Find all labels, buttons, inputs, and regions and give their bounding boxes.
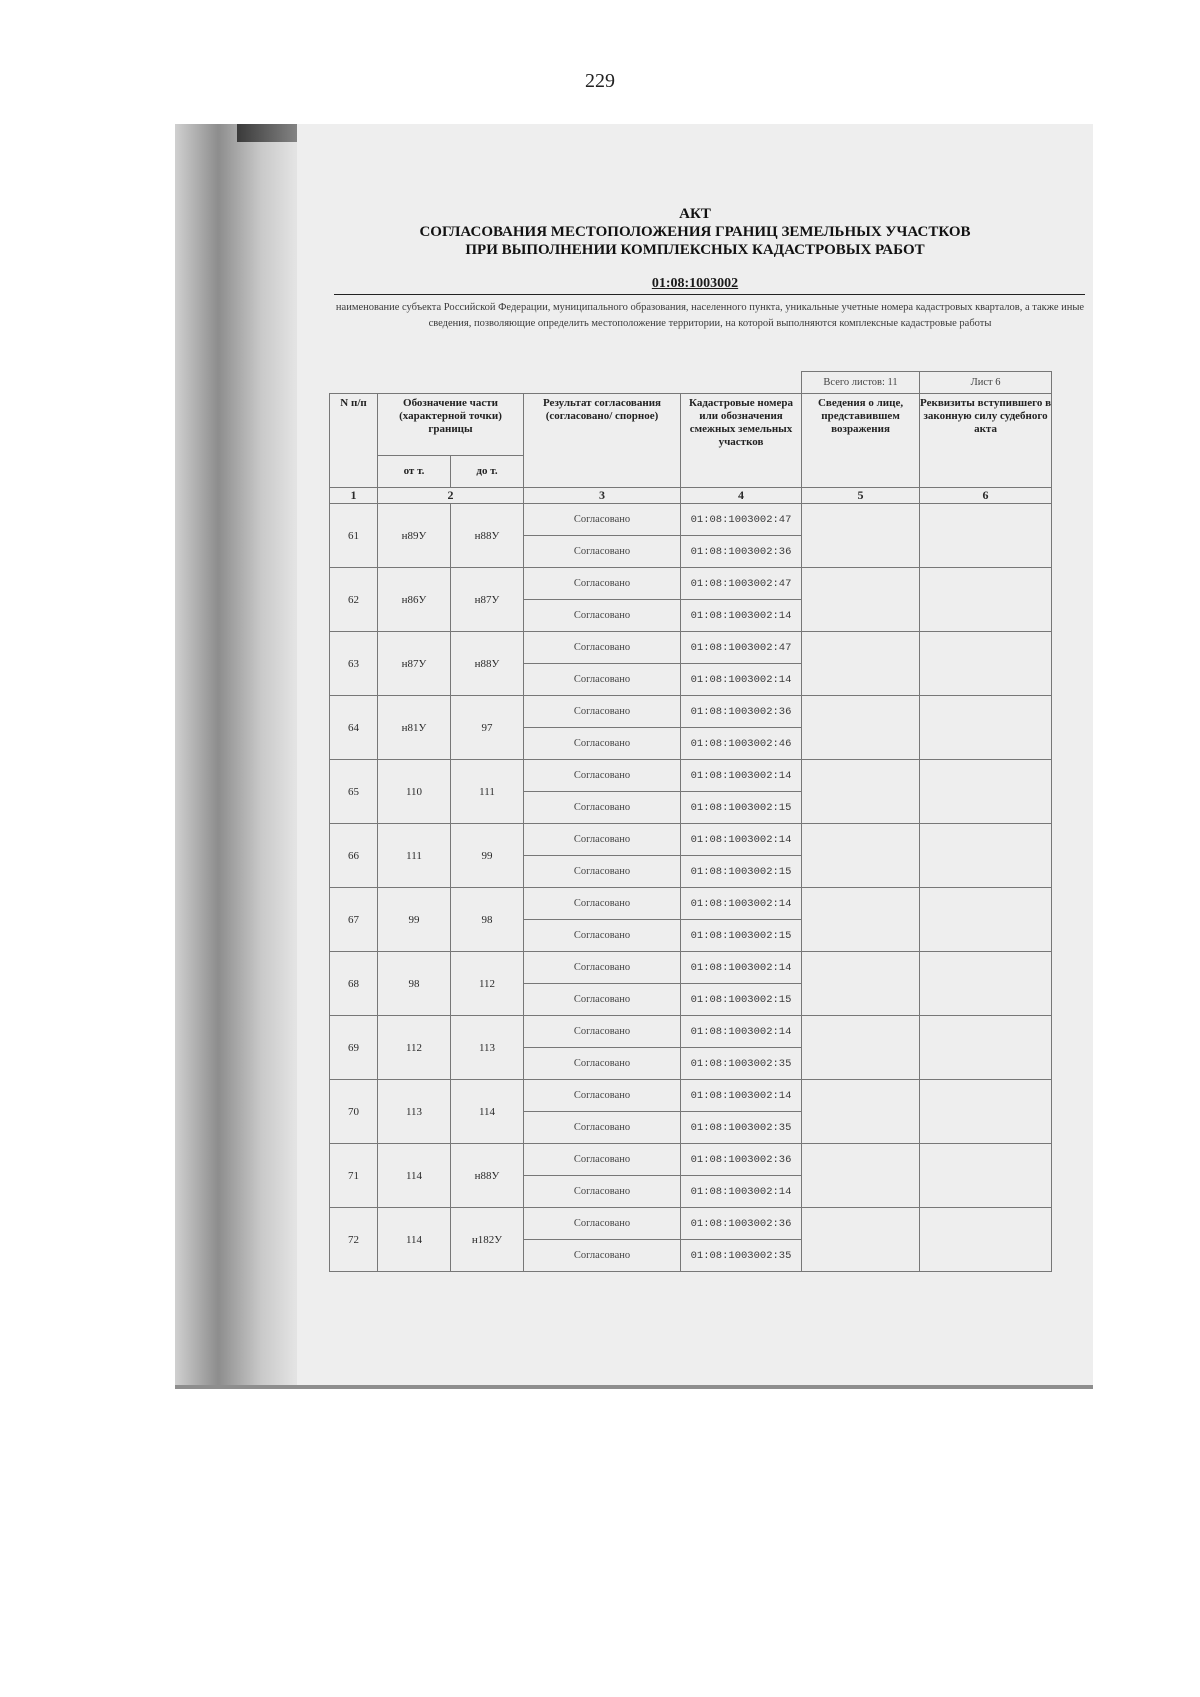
- table-row: [330, 760, 1052, 792]
- header-court-act: Реквизиты вступившего в законную силу судебного акта: [920, 394, 1052, 488]
- table-row: [330, 504, 1052, 536]
- column-number: 3: [524, 488, 681, 504]
- court-act-cell: [920, 824, 1052, 888]
- to-point: 99: [451, 824, 524, 888]
- row-number: 72: [330, 1208, 378, 1272]
- cadastral-number: 01:08:1003002:36: [681, 1144, 802, 1176]
- scanned-page: [175, 124, 1093, 1389]
- row-number: 62: [330, 568, 378, 632]
- to-point: 112: [451, 952, 524, 1016]
- to-point: 111: [451, 760, 524, 824]
- table-row: [330, 888, 1052, 920]
- row-number: 67: [330, 888, 378, 952]
- objector-info-cell: [802, 824, 920, 888]
- column-number: 2: [378, 488, 524, 504]
- table-row: [330, 632, 1052, 664]
- court-act-cell: [920, 1208, 1052, 1272]
- table-row: [330, 1208, 1052, 1240]
- cadastral-number: 01:08:1003002:14: [681, 1016, 802, 1048]
- court-act-cell: [920, 568, 1052, 632]
- to-point: н182У: [451, 1208, 524, 1272]
- table-row: [330, 696, 1052, 728]
- agreement-result: Согласовано: [524, 1112, 681, 1144]
- court-act-cell: [920, 696, 1052, 760]
- cadastral-number: 01:08:1003002:15: [681, 920, 802, 952]
- agreement-result: Согласовано: [524, 888, 681, 920]
- territory-description: наименование субъекта Российской Федерации, муниципального образования, населенного пункта, уникальные учетные номера кадастровых кварталов, а также иные сведения, позволяющие определить местоположение территории, на которой выполняются комплексные кадастровые работы: [335, 302, 1085, 329]
- to-point: н88У: [451, 632, 524, 696]
- header-agreement-result: Результат согласования (согласовано/ спорное): [524, 394, 681, 488]
- from-point: н81У: [378, 696, 451, 760]
- agreement-result: Согласовано: [524, 632, 681, 664]
- document-subtitle-line1: СОГЛАСОВАНИЯ МЕСТОПОЛОЖЕНИЯ ГРАНИЦ ЗЕМЕЛЬНЫХ УЧАСТКОВ: [419, 224, 971, 240]
- cadastral-number: 01:08:1003002:14: [681, 600, 802, 632]
- column-number: 5: [802, 488, 920, 504]
- cadastral-number: 01:08:1003002:15: [681, 856, 802, 888]
- from-point: н86У: [378, 568, 451, 632]
- from-point: 112: [378, 1016, 451, 1080]
- cadastral-number: 01:08:1003002:47: [681, 504, 802, 536]
- row-number: 61: [330, 504, 378, 568]
- column-number: 6: [920, 488, 1052, 504]
- objector-info-cell: [802, 632, 920, 696]
- header-objector-info: Сведения о лице, представившем возражения: [802, 394, 920, 488]
- to-point: 97: [451, 696, 524, 760]
- table-row: [330, 952, 1052, 984]
- cadastral-number: 01:08:1003002:36: [681, 536, 802, 568]
- cadastral-number: 01:08:1003002:36: [681, 696, 802, 728]
- row-number: 63: [330, 632, 378, 696]
- objector-info-cell: [802, 1144, 920, 1208]
- cadastral-number: 01:08:1003002:14: [681, 1176, 802, 1208]
- table-row: [330, 1016, 1052, 1048]
- agreement-result: Согласовано: [524, 824, 681, 856]
- row-number: 66: [330, 824, 378, 888]
- agreement-result: Согласовано: [524, 984, 681, 1016]
- objector-info-cell: [802, 568, 920, 632]
- cadastral-number: 01:08:1003002:36: [681, 1208, 802, 1240]
- cadastral-number: 01:08:1003002:15: [681, 792, 802, 824]
- cadastral-number: 01:08:1003002:47: [681, 568, 802, 600]
- table-row: [330, 1080, 1052, 1112]
- cadastral-quarter-number: 01:08:1003002: [651, 276, 739, 291]
- objector-info-cell: [802, 888, 920, 952]
- total-sheets: Всего листов: 11: [802, 372, 920, 394]
- column-number: 1: [330, 488, 378, 504]
- column-number: 4: [681, 488, 802, 504]
- cadastral-number: 01:08:1003002:35: [681, 1048, 802, 1080]
- row-number: 64: [330, 696, 378, 760]
- court-act-cell: [920, 1144, 1052, 1208]
- cadastral-number: 01:08:1003002:14: [681, 952, 802, 984]
- sheet-number: Лист 6: [920, 372, 1052, 394]
- header-from-point: от т.: [378, 456, 451, 488]
- document-sheet: [297, 124, 1093, 1385]
- agreement-result: Согласовано: [524, 600, 681, 632]
- from-point: 114: [378, 1208, 451, 1272]
- court-act-cell: [920, 632, 1052, 696]
- agreement-result: Согласовано: [524, 664, 681, 696]
- cadastral-number: 01:08:1003002:14: [681, 888, 802, 920]
- header-boundary-part: Обозначение части (характерной точки) границы: [378, 394, 524, 456]
- court-act-cell: [920, 888, 1052, 952]
- from-point: 98: [378, 952, 451, 1016]
- from-point: 99: [378, 888, 451, 952]
- to-point: 113: [451, 1016, 524, 1080]
- objector-info-cell: [802, 504, 920, 568]
- cadastral-number: 01:08:1003002:14: [681, 1080, 802, 1112]
- court-act-cell: [920, 1016, 1052, 1080]
- from-point: 113: [378, 1080, 451, 1144]
- to-point: н88У: [451, 1144, 524, 1208]
- agreement-result: Согласовано: [524, 856, 681, 888]
- agreement-result: Согласовано: [524, 792, 681, 824]
- table-row: [330, 824, 1052, 856]
- cadastral-number: 01:08:1003002:14: [681, 824, 802, 856]
- objector-info-cell: [802, 1016, 920, 1080]
- agreement-result: Согласовано: [524, 1016, 681, 1048]
- from-point: н87У: [378, 632, 451, 696]
- objector-info-cell: [802, 760, 920, 824]
- objector-info-cell: [802, 1208, 920, 1272]
- agreement-result: Согласовано: [524, 1208, 681, 1240]
- row-number: 70: [330, 1080, 378, 1144]
- agreement-result: Согласовано: [524, 952, 681, 984]
- agreement-table: [329, 371, 1052, 1272]
- scan-bottom-edge: [175, 1385, 1093, 1389]
- agreement-result: Согласовано: [524, 1240, 681, 1272]
- objector-info-cell: [802, 952, 920, 1016]
- agreement-result: Согласовано: [524, 568, 681, 600]
- title-divider: [334, 294, 1085, 295]
- row-number: 71: [330, 1144, 378, 1208]
- cadastral-number: 01:08:1003002:15: [681, 984, 802, 1016]
- agreement-result: Согласовано: [524, 696, 681, 728]
- table-row: [330, 568, 1052, 600]
- document-subtitle-line2: ПРИ ВЫПОЛНЕНИИ КОМПЛЕКСНЫХ КАДАСТРОВЫХ РАБОТ: [465, 242, 925, 258]
- from-point: 110: [378, 760, 451, 824]
- agreement-result: Согласовано: [524, 760, 681, 792]
- from-point: 114: [378, 1144, 451, 1208]
- agreement-result: Согласовано: [524, 920, 681, 952]
- agreement-result: Согласовано: [524, 536, 681, 568]
- objector-info-cell: [802, 696, 920, 760]
- court-act-cell: [920, 760, 1052, 824]
- to-point: н88У: [451, 504, 524, 568]
- court-act-cell: [920, 952, 1052, 1016]
- table-row: [330, 1144, 1052, 1176]
- agreement-result: Согласовано: [524, 728, 681, 760]
- cadastral-number: 01:08:1003002:35: [681, 1112, 802, 1144]
- row-number: 68: [330, 952, 378, 1016]
- binding-shadow: [175, 124, 295, 1389]
- cadastral-number: 01:08:1003002:35: [681, 1240, 802, 1272]
- to-point: н87У: [451, 568, 524, 632]
- agreement-result: Согласовано: [524, 1080, 681, 1112]
- from-point: 111: [378, 824, 451, 888]
- objector-info-cell: [802, 1080, 920, 1144]
- agreement-result: Согласовано: [524, 1176, 681, 1208]
- to-point: 98: [451, 888, 524, 952]
- header-cadastral-numbers: Кадастровые номера или обозначения смежных земельных участков: [681, 394, 802, 488]
- agreement-result: Согласовано: [524, 504, 681, 536]
- cadastral-number: 01:08:1003002:47: [681, 632, 802, 664]
- from-point: н89У: [378, 504, 451, 568]
- cadastral-number: 01:08:1003002:14: [681, 760, 802, 792]
- header-to-point: до т.: [451, 456, 524, 488]
- header-row-number: N п/п: [330, 394, 378, 488]
- agreement-result: Согласовано: [524, 1144, 681, 1176]
- cadastral-number: 01:08:1003002:14: [681, 664, 802, 696]
- to-point: 114: [451, 1080, 524, 1144]
- agreement-result: Согласовано: [524, 1048, 681, 1080]
- cadastral-number: 01:08:1003002:46: [681, 728, 802, 760]
- court-act-cell: [920, 504, 1052, 568]
- court-act-cell: [920, 1080, 1052, 1144]
- row-number: 69: [330, 1016, 378, 1080]
- page-number: 229: [585, 70, 615, 92]
- row-number: 65: [330, 760, 378, 824]
- document-title: АКТ: [679, 206, 711, 222]
